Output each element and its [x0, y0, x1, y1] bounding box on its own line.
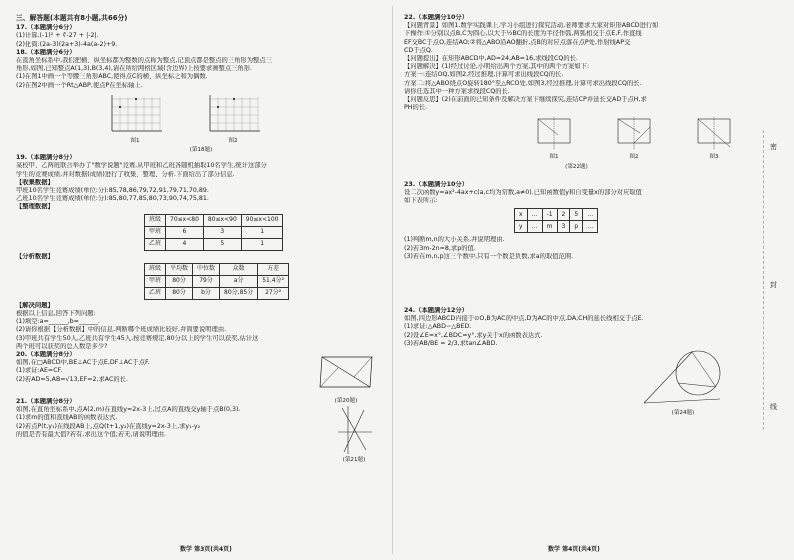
q22-figures: [534, 115, 749, 161]
table-cell: p: [570, 221, 583, 233]
q17-line-1: (1)计算,(-1)² + ∛-27 + |-2|.: [16, 32, 99, 40]
table-header: 中位数: [193, 263, 220, 275]
q22-line-2: 下操作:①分别以点B,C为圆心,以大于½BC的长度为半径作弧,两弧相交于点E,F,作直线: [404, 30, 642, 38]
table-cell: b分: [193, 287, 220, 299]
q19-organize-heading: 【整理数据】: [16, 203, 54, 211]
q23-value-table: [514, 208, 598, 233]
table-cell: 乙班: [145, 287, 166, 299]
seal-margin: [763, 130, 788, 430]
table-cell: 80分: [166, 275, 193, 287]
q22-figure-3: [694, 115, 734, 161]
q18-line-2: 角形,如图,已知整点A(1,3),B(3,4),请在所给网格区域(含边界)上按要求画整点三角形.: [16, 65, 253, 73]
q22-line-6: 【问题解决】(1)经过讨论,小明给出两个方案,其中的两个方案如下:: [404, 63, 590, 71]
question-22: [404, 14, 749, 171]
table-header: 方差: [258, 263, 289, 275]
q22-line-5: 【问题提出】在矩形ABCD中,AD=24,AB=16,求线段CQ的长.: [404, 55, 578, 63]
q22-line-1: 【问题背景】如图1,数学实践课上,学习小组进行探究活动,老师要求大家对矩形ABCD进行如: [404, 22, 659, 30]
table-cell: m: [542, 221, 557, 233]
q19-solve-line-5: 两个班可以获奖的总人数是多少?: [16, 342, 108, 350]
table-cell: 1: [241, 238, 283, 250]
table-header: 70≤x<80: [166, 214, 204, 226]
table-cell: …: [583, 221, 598, 233]
question-21: [16, 397, 386, 463]
q18-line-4: (2)在图2中画一个Rt△ABP,使点P在坐标轴上.: [16, 81, 143, 89]
q18-grid-1: [106, 93, 164, 145]
table-row: [145, 287, 289, 299]
q18-figures: [106, 93, 386, 145]
table-row: [145, 214, 283, 226]
section-title: 三、解答题(本题共有8小题,共66分): [16, 14, 128, 22]
q17-line-2: (2)化简:(2a-3)(2a+3)-4a(a-2)+9.: [16, 40, 118, 48]
q19-solve-line-4: (3)甲班共有学生50人,乙班共有学生45人,按竞赛规定,80分以上的学生可以获奖,估计这: [16, 334, 259, 342]
table-cell: 80分,85分: [220, 287, 258, 299]
q21-line-3: (2)若点P(t,y₁)在线段AB上,点Q(t+1,y₂)在直线y=2x-3上,求y₁-y₂: [16, 422, 201, 430]
table-cell: y: [515, 221, 528, 233]
question-24: [404, 307, 749, 417]
q19-head: 19.（本题满分8分）: [16, 154, 76, 162]
q22-line-10: 【问题反思】(2)在前面的已知条件及解决方案下继续探究,连结CP并延长交AD于点H,求: [404, 96, 647, 104]
table-cell: 乙班: [145, 238, 166, 250]
q23-line-5: (3)若在m,n,p这三个数中,只有一个数是负数,求a的取值范围.: [404, 252, 574, 260]
q19-solve-line-2: (1)填空:a=______,b=______.: [16, 318, 100, 326]
table-cell: 51.4分²: [258, 275, 289, 287]
q22-line-3: EF交BC于点O,连结AO;②将△ABO沿AO翻折,点B的对应点落在点P处,作射线AP交: [404, 38, 631, 46]
q22-line-11: PH的长.: [404, 104, 428, 112]
table-cell: 3: [557, 221, 570, 233]
q19-analyze-heading: 【分析数据】: [16, 252, 54, 260]
q22-fig1-label: 图1: [549, 154, 559, 161]
right-page: [404, 14, 749, 417]
table-cell: 5: [203, 238, 241, 250]
table-header: 班级: [145, 214, 166, 226]
q23-head: 23.（本题满分10分）: [404, 180, 468, 188]
q19-statistics-table: [144, 263, 289, 300]
q23-line-3: (1)判断m,n的大小关系,并说明理由.: [404, 236, 505, 244]
q21-line-4: 的值是否有最大值?若有,求出这个值;若无,请说明理由.: [16, 430, 166, 438]
q23-line-2: 如下表所示:: [404, 197, 438, 205]
seal-char-2: 封: [770, 281, 777, 289]
q21-caption: (第21题): [342, 456, 366, 463]
q23-line-4: (2)若3m-2n=8,求p的值.: [404, 244, 476, 252]
table-cell: 甲班: [145, 275, 166, 287]
q22-head: 22.（本题满分10分）: [404, 14, 468, 21]
question-19: [16, 154, 386, 351]
q24-caption: (第24题): [671, 410, 695, 417]
table-cell: 5: [570, 209, 583, 221]
left-page: [16, 14, 386, 463]
q20-caption: (第20题): [334, 398, 358, 405]
table-row: [515, 209, 598, 221]
table-header: 平均数: [166, 263, 193, 275]
q22-fig2-label: 图2: [629, 154, 639, 161]
q22-figure-1: [534, 115, 574, 161]
q21-figure: [334, 404, 374, 464]
q18-fig2-label: 图2: [228, 137, 238, 144]
q22-caption: (第22题): [565, 163, 588, 170]
q22-line-7: 方案一:连结OQ,如图2,经过推理,计算可求出线段CQ的长.: [404, 71, 564, 79]
table-cell: 4: [166, 238, 204, 250]
table-cell: 80分: [166, 287, 193, 299]
q19-line-2: 学生的竞赛成绩,并对数据(成绩)进行了收集、整理、分析.下面给出了部分信息.: [16, 170, 235, 178]
q22-fig3-label: 图3: [709, 154, 719, 161]
table-header: 班级: [145, 263, 166, 275]
q21-line-1: 如图,在直角坐标系中,点A(2,m)在直线y=2x-3上,过点A的直线交y轴于点B(0,3).: [16, 406, 241, 414]
q22-line-4: CD于点Q.: [404, 46, 433, 54]
q24-line-1: 如图,四边形ABCD内接于⊙O,B为AC的中点,D为AC的中点,DA,CH的延长线相交于点E.: [404, 315, 644, 323]
q22-figure-2: [614, 115, 654, 161]
q18-fig1-label: 图1: [130, 137, 140, 144]
q17-head: 17.（本题满分6分）: [16, 24, 76, 32]
q20-head: 20.（本题满分8分）: [16, 351, 76, 359]
q18-head: 18.（本题满分6分）: [16, 48, 76, 56]
q24-line-3: (2)设∠E=x°,∠BDC=y°,求y关于x的函数表达式.: [404, 331, 543, 339]
page-divider: [392, 6, 393, 554]
table-row: [145, 226, 283, 238]
q19-solve-line-1: 根据以上信息,回答下列问题:: [16, 310, 96, 318]
q21-head: 21.（本题满分8分）: [16, 397, 76, 405]
q19-frequency-table: [144, 214, 283, 251]
table-cell: 1: [241, 226, 283, 238]
table-row: [145, 238, 283, 250]
q19-line-1: 某校甲、乙两班联合举办了"数学说题"竞赛,从甲班和乙班各随机抽取10名学生,统计这部分: [16, 162, 267, 170]
q24-head: 24.（本题满分12分）: [404, 307, 468, 315]
q18-caption: (第18题): [189, 147, 213, 154]
table-cell: x: [515, 209, 528, 221]
table-cell: 3: [203, 226, 241, 238]
table-cell: a分: [220, 275, 258, 287]
q19-solve-line-3: (2)请你根据【分析数据】中的信息,判断哪个班成绩比较好,并简要说明理由.: [16, 326, 227, 334]
left-footer: 数学 第3页(共4页): [180, 546, 232, 553]
q24-figure: [640, 343, 726, 417]
table-row: [145, 275, 289, 287]
q22-line-9: 请你任选其中一种方案求线段CQ的长.: [404, 87, 510, 95]
question-17: [16, 24, 386, 49]
table-row: [515, 221, 598, 233]
table-cell: 27分²: [258, 287, 289, 299]
table-cell: …: [527, 221, 542, 233]
q24-line-2: (1)求证:△ABD∽△BED.: [404, 323, 472, 331]
question-23: [404, 181, 749, 261]
q20-line-2: (1)求证:AE=CF.: [16, 367, 63, 375]
right-footer: 数学 第4页(共4页): [548, 546, 600, 553]
table-header: 80≤x<90: [203, 214, 241, 226]
q23-line-1: 设二次函数y=ax²-4ax+c(a,c均为常数,a≠0).已知函数值y和自变量x的部分对应取值: [404, 189, 642, 197]
q18-grid-2: [204, 93, 262, 145]
table-cell: …: [583, 209, 598, 221]
q19-data-a: 甲班10名学生竞赛成绩(单位:分):85,78,86,79,72,91,79,71,70,89.: [16, 187, 209, 195]
q20-line-1: 如图,在□ABCD中,BE⊥AC于点E,DF⊥AC于点F.: [16, 359, 150, 367]
question-18: [16, 49, 386, 154]
table-cell: 2: [557, 209, 570, 221]
table-cell: …: [527, 209, 542, 221]
table-header: 众数: [220, 263, 258, 275]
q20-line-3: (2)若AD=5,AB=√13,EF=2,求AC的长.: [16, 375, 128, 383]
table-cell: 6: [166, 226, 204, 238]
table-row: [145, 263, 289, 275]
table-cell: 79分: [193, 275, 220, 287]
q18-line-3: (1)在图1中画一个等腰三角形ABC,使得点C的横、纵坐标之和为偶数.: [16, 73, 208, 81]
q19-solve-heading: 【解决问题】: [16, 301, 54, 309]
seal-char-1: 密: [770, 143, 777, 151]
q21-line-2: (1)求m的值和直线AB的函数表达式.: [16, 414, 118, 422]
table-cell: 甲班: [145, 226, 166, 238]
table-cell: -1: [542, 209, 557, 221]
seal-char-3: 线: [770, 403, 777, 411]
q22-line-8: 方案二:将△ABO绕点O旋转180°至△RCO处,如图3,经过推理,计算可求出线段CQ的长.: [404, 79, 642, 87]
q19-collect-heading: 【收集数据】: [16, 178, 54, 186]
q18-line-1: 在直角坐标系中,我们把横、纵坐标都为整数的点称为整点,记顶点都是整点的三角形为整点三: [16, 57, 272, 65]
q19-data-b: 乙班10名学生竞赛成绩(单位:分):85,80,77,85,80,73,90,74,75,81.: [16, 195, 209, 203]
table-header: 90≤x<100: [241, 214, 283, 226]
q24-line-4: (3)若AB/BE = 2/3,求tan∠ABD.: [404, 339, 498, 347]
